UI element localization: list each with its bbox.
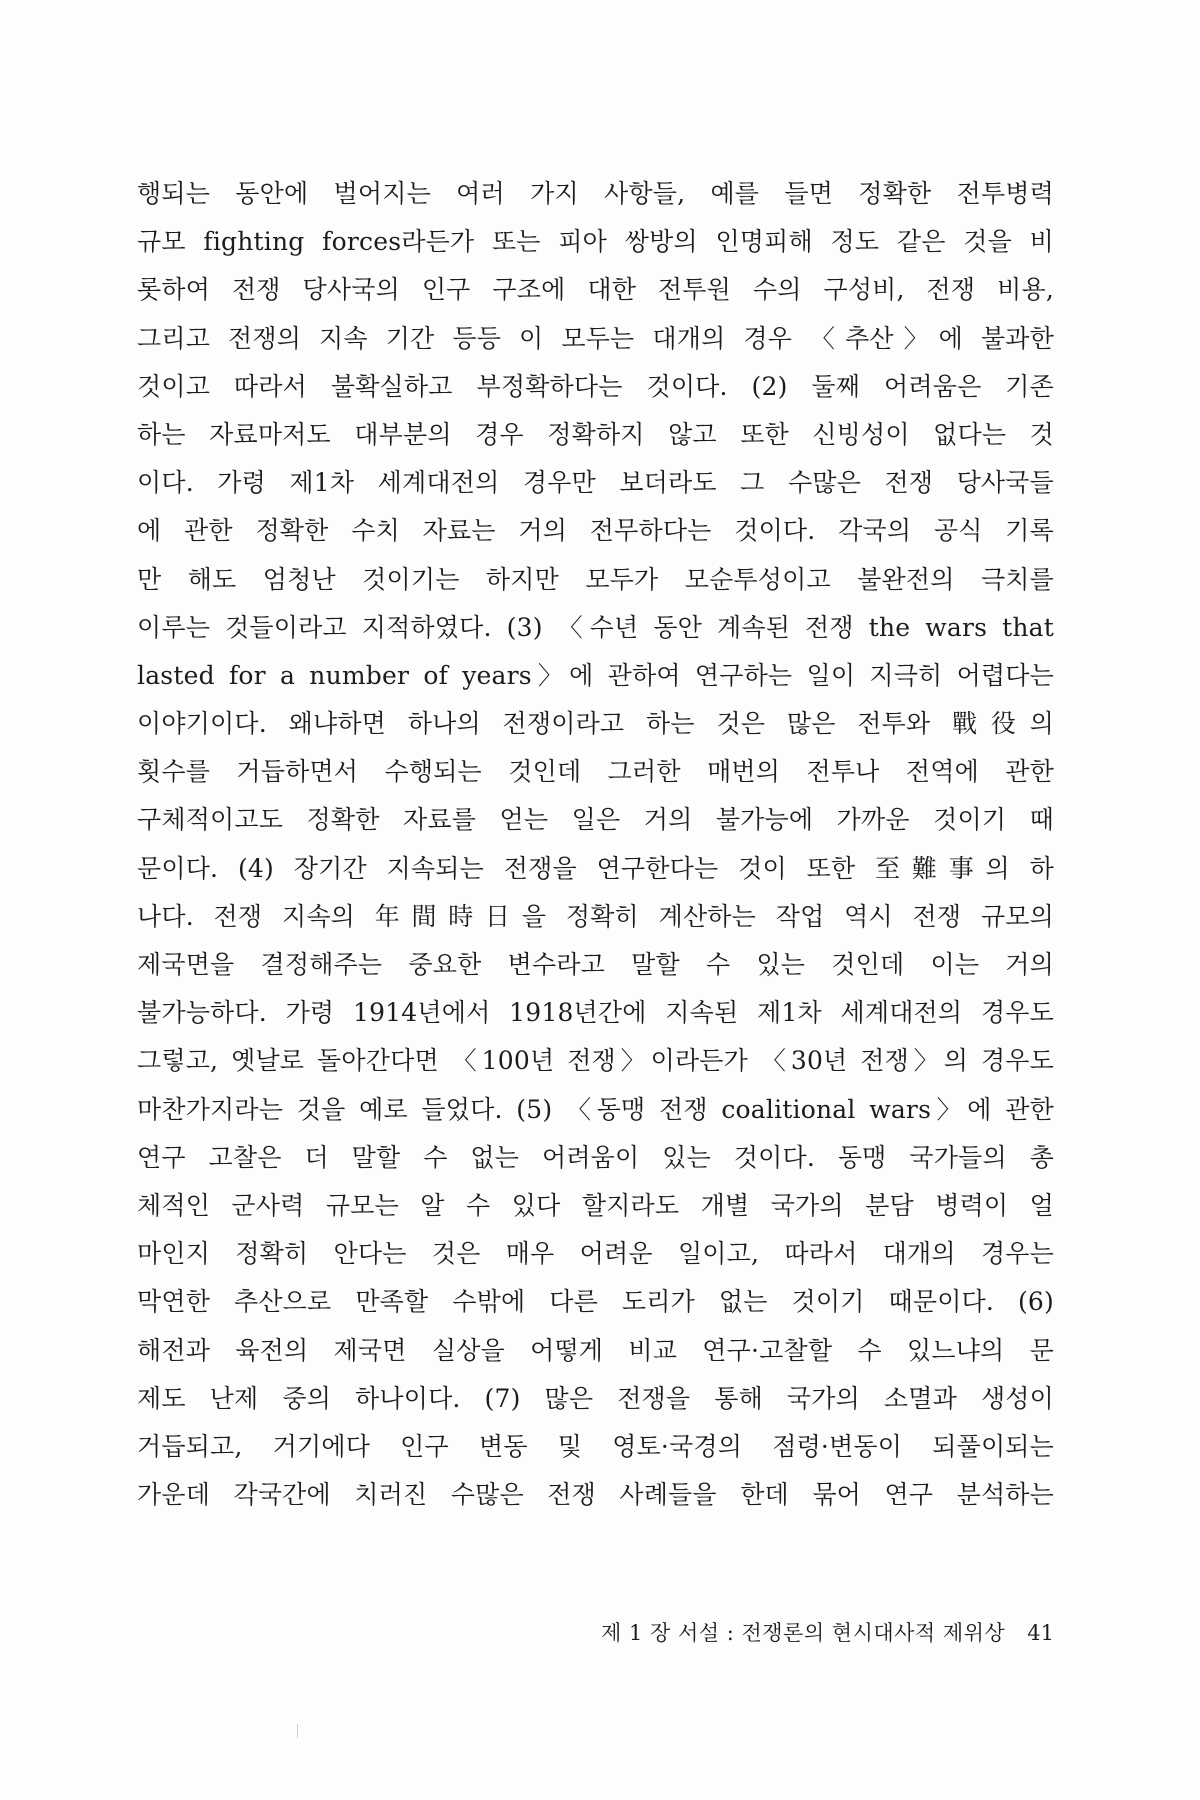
text-line: 가운데 각국간에 치러진 수많은 전쟁 사례들을 한데 묶어 연구 분석하는 [137, 1480, 1054, 1510]
text-line: 거듭되고, 거기에다 인구 변동 및 영토·국경의 점령·변동이 되풀이되는 [137, 1431, 1054, 1461]
body-text [137, 170, 1054, 1519]
text-line: 이야기이다. 왜냐하면 하나의 전쟁이라고 하는 것은 많은 전투와 戰役의 [137, 709, 1054, 739]
text-line: 이루는 것들이라고 지적하였다. (3) 〈수년 동안 계속된 전쟁 the wars that [137, 612, 1054, 642]
text-line: 문이다. (4) 장기간 지속되는 전쟁을 연구한다는 것이 또한 至難事의 하 [137, 853, 1054, 883]
text-line: 해전과 육전의 제국면 실상을 어떻게 비교 연구·고찰할 수 있느냐의 문 [137, 1335, 1054, 1365]
scan-artifact [297, 1724, 298, 1738]
text-line: 그리고 전쟁의 지속 기간 등등 이 모두는 대개의 경우 〈추산〉에 불과한 [137, 323, 1054, 353]
text-line: 연구 고찰은 더 말할 수 없는 어려움이 있는 것이다. 동맹 국가들의 총 [137, 1142, 1054, 1172]
page-number: 41 [1027, 1621, 1054, 1645]
text-line: 이다. 가령 제1차 세계대전의 경우만 보더라도 그 수많은 전쟁 당사국들 [137, 468, 1054, 498]
text-line: 하는 자료마저도 대부분의 경우 정확하지 않고 또한 신빙성이 없다는 것 [137, 419, 1054, 449]
text-line: 불가능하다. 가령 1914년에서 1918년간에 지속된 제1차 세계대전의 경우도 [137, 998, 1054, 1028]
text-line: 체적인 군사력 규모는 알 수 있다 할지라도 개별 국가의 분담 병력이 얼 [137, 1190, 1054, 1220]
text-line: 마인지 정확히 안다는 것은 매우 어려운 일이고, 따라서 대개의 경우는 [137, 1239, 1054, 1269]
text-line: 것이고 따라서 불확실하고 부정확하다는 것이다. (2) 둘째 어려움은 기존 [137, 371, 1054, 401]
text-line: 횟수를 거듭하면서 수행되는 것인데 그러한 매번의 전투나 전역에 관한 [137, 757, 1054, 787]
text-line: 마찬가지라는 것을 예로 들었다. (5) 〈동맹 전쟁 coalitional wars〉에 관한 [137, 1094, 1054, 1124]
text-line: lasted for a number of years〉에 관하여 연구하는 일이 지극히 어렵다는 [137, 660, 1054, 690]
text-line: 막연한 추산으로 만족할 수밖에 다른 도리가 없는 것이기 때문이다. (6) [137, 1287, 1054, 1317]
text-line: 에 관한 정확한 수치 자료는 거의 전무하다는 것이다. 각국의 공식 기록 [137, 516, 1054, 546]
text-line: 만 해도 엄청난 것이기는 하지만 모두가 모순투성이고 불완전의 극치를 [137, 564, 1054, 594]
text-line: 나다. 전쟁 지속의 年間時日을 정확히 계산하는 작업 역시 전쟁 규모의 [137, 901, 1054, 931]
text-line: 규모 fighting forces라든가 또는 피아 쌍방의 인명피해 정도 같은 것을 비 [137, 227, 1054, 257]
text-line: 롯하여 전쟁 당사국의 인구 구조에 대한 전투원 수의 구성비, 전쟁 비용, [137, 275, 1054, 305]
running-footer [480, 1613, 1054, 1653]
text-line: 구체적이고도 정확한 자료를 얻는 일은 거의 불가능에 가까운 것이기 때 [137, 805, 1054, 835]
text-line: 행되는 동안에 벌어지는 여러 가지 사항들, 예를 들면 정확한 전투병력 [137, 179, 1054, 208]
text-line: 제도 난제 중의 하나이다. (7) 많은 전쟁을 통해 국가의 소멸과 생성이 [137, 1383, 1054, 1413]
text-line: 제국면을 결정해주는 중요한 변수라고 말할 수 있는 것인데 이는 거의 [137, 950, 1054, 979]
chapter-title: 제 1 장 서설 : 전쟁론의 현시대사적 제위상 [601, 1621, 1006, 1645]
text-line: 그렇고, 옛날로 돌아간다면 〈100년 전쟁〉이라든가 〈30년 전쟁〉의 경우도 [137, 1046, 1054, 1076]
